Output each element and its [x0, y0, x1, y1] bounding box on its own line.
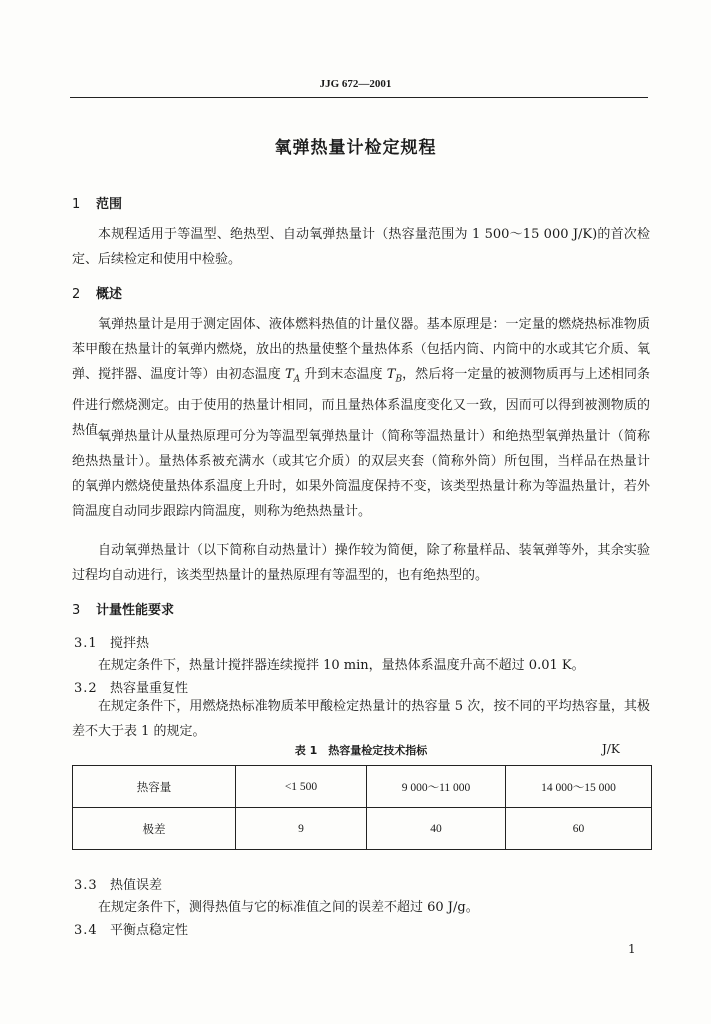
subsection-number: 3.2	[74, 681, 98, 696]
heat-capacity-table	[72, 765, 652, 850]
overview-paragraph-2: 氧弹热量计从量热原理可分为等温型氧弹热量计（简称等温热量计）和绝热型氧弹热量计（简称绝热热量计）。量热体系被充满水（或其它介质）的双层夹套（简称外筒）所包围，当样品在热量计的氧弹内燃烧使量热体系温度上升时，如果外筒温度保持不变，该类型热量计称为等温热量计，若外筒温度自动同步跟踪内筒温度，则称为绝热热量计。	[72, 429, 650, 519]
symbol-ta	[284, 367, 301, 385]
symbol-letter: T	[284, 367, 294, 382]
symbol-subscript: A	[293, 374, 301, 385]
subsection-3-1-text: 在规定条件下，热量计搅拌器连续搅拌 10 min，量热体系温度升高不超过 0.01 K。	[98, 658, 585, 673]
table-cell: 9	[236, 808, 367, 850]
subsection-title: 热值误差	[110, 878, 163, 893]
table-cell: 9 000～11 000	[367, 766, 506, 808]
subsection-title: 搅拌热	[110, 636, 150, 651]
section-number: 1	[72, 197, 81, 212]
subsection-title: 热容量重复性	[110, 681, 189, 696]
subsection-3-3-heading	[74, 874, 162, 893]
text-run: ，然后将一定量的被测物质再与上述相同条件进行燃烧测定。由于使用的热量计相同，而且量热体系温度变化又一致，因而可以得到被测物质的热值。	[72, 367, 650, 438]
scope-paragraph: 本规程适用于等温型、绝热型、自动氧弹热量计（热容量范围为 1 500～15 000 J/K)的首次检定、后续检定和使用中检验。	[72, 227, 650, 267]
symbol-letter: T	[386, 367, 396, 382]
table-cell: 14 000～15 000	[506, 766, 652, 808]
text-run: 氧弹热量计是用于测定固体、液体燃料热值的计量仪器。基本原理是：一定量的燃烧热标准物质苯甲酸在热量计的氧弹内燃烧，放出的热量使整个量热体系（包括内筒、内筒中的水或其它介质、氧弹、搅拌器、温度计等）由初态温度	[72, 317, 650, 382]
section-title: 范围	[96, 197, 123, 212]
table-cell: 40	[367, 808, 506, 850]
section-3-heading	[72, 599, 174, 618]
subsection-3-4-heading	[74, 919, 188, 938]
table-unit: J/K	[602, 742, 620, 756]
table-row	[73, 766, 652, 808]
section-2-heading	[72, 283, 122, 302]
subsection-title: 平衡点稳定性	[110, 923, 189, 938]
subsection-number: 3.1	[74, 636, 98, 651]
table-cell: 极差	[73, 808, 236, 850]
subsection-3-1-heading	[74, 632, 149, 651]
overview-paragraph-1	[72, 312, 650, 443]
table-cell: <1 500	[236, 766, 367, 808]
symbol-subscript: B	[395, 374, 403, 385]
section-1-heading	[72, 193, 122, 212]
overview-paragraph-3: 自动氧弹热量计（以下简称自动热量计）操作较为简便，除了称量样品、装氧弹等外，其余实验过程均自动进行，该类型热量计的量热原理有等温型的，也有绝热型的。	[72, 543, 650, 583]
table-caption: 表 1 热容量检定技术指标	[294, 744, 428, 757]
subsection-number: 3.4	[74, 923, 98, 938]
subsection-3-2-text: 在规定条件下，用燃烧热标准物质苯甲酸检定热量计的热容量 5 次，按不同的平均热容量，其极差不大于表 1 的规定。	[72, 699, 650, 739]
text-run: 升到末态温度	[300, 367, 387, 382]
subsection-3-3-text: 在规定条件下，测得热值与它的标准值之间的误差不超过 60 J/g。	[98, 900, 479, 915]
table-cell: 热容量	[73, 766, 236, 808]
document-code-header: JJG 672—2001	[319, 78, 392, 90]
table-row	[73, 808, 652, 850]
header-rule	[70, 97, 648, 98]
subsection-number: 3.3	[74, 878, 98, 893]
page-number: 1	[628, 942, 636, 956]
section-number: 3	[72, 603, 81, 618]
page-title: 氧弹热量计检定规程	[274, 138, 437, 158]
table-cell: 60	[506, 808, 652, 850]
section-title: 概述	[96, 287, 123, 302]
symbol-tb	[386, 367, 403, 385]
section-title: 计量性能要求	[96, 603, 175, 618]
section-number: 2	[72, 287, 81, 302]
